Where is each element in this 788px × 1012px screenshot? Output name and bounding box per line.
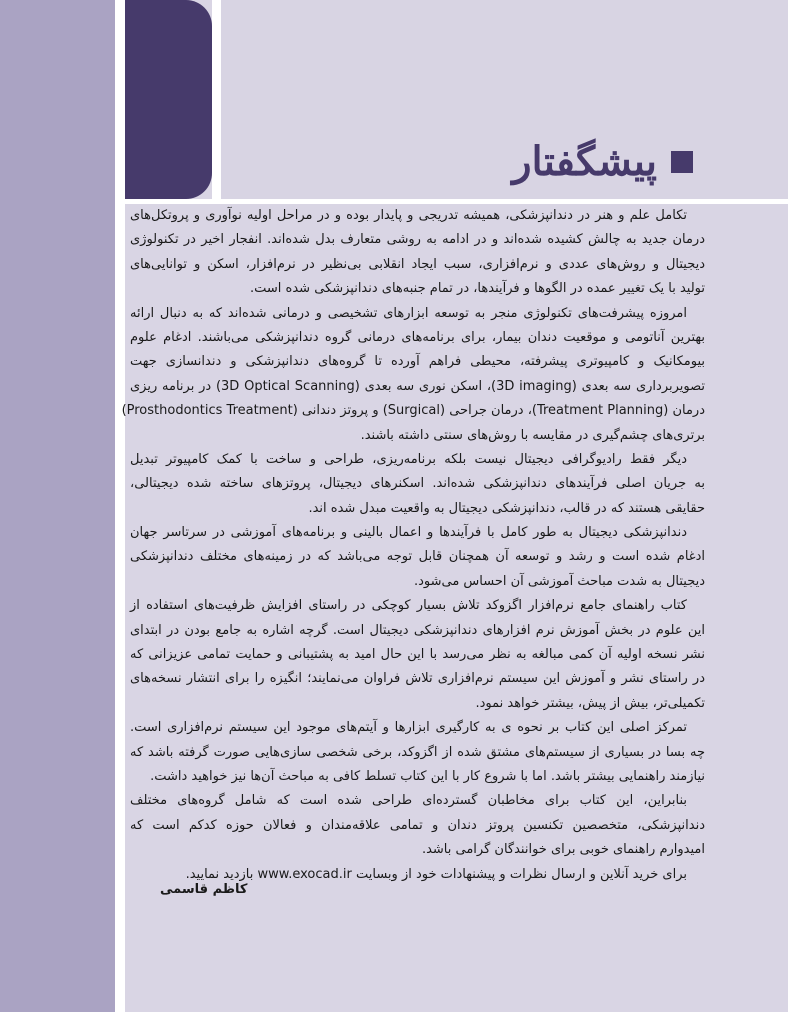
page-title-text: پیشگفتار <box>512 138 657 185</box>
text-line: درمان جدید به چالش کشیده شده‌اند و در ادامه به روشی متعارف بدل شده‌اند. انفجار اخیر در تکنولوژی <box>130 232 705 248</box>
text-line: حقایقی هستند که در قالب، دندانپزشکی دیجیتال به واقعیت مبدل شده اند. <box>308 500 705 516</box>
square-bullet-icon <box>671 151 693 173</box>
left-margin-strip <box>0 0 115 1012</box>
text-line: بنابراین، این کتاب برای مخاطبان گسترده‌ای طراحی شده است که شامل گروه‌های مختلف <box>130 793 687 809</box>
paragraph <box>130 716 705 789</box>
paragraph <box>130 204 705 302</box>
text-line: امروزه پیشرفت‌های تکنولوژی منجر به توسعه ابزارهای تشخیصی و درمانی شده‌اند که به دنبال ارائه <box>130 305 687 321</box>
text-line: بهترین آناتومی و موقعیت دندان بیمار، برای برنامه‌های درمانی گروه دندانپزشکی می‌باشند. ادغام علوم <box>130 329 705 345</box>
margin-divider <box>115 0 125 1012</box>
text-line: دندانپزشکی دیجیتال به طور کامل با فرآیندها و اعمال بالینی و برنامه‌های آموزشی در سرتاسر جهان <box>130 525 687 541</box>
text-line: دندانپزشکی، متخصصین تکنسین پروتز دندان و تمامی علاقه‌مندان و فعالان حوزه کدکم است که <box>130 817 705 833</box>
chapter-tab <box>125 0 212 199</box>
author-name: کاظم قاسمی <box>160 882 248 897</box>
text-line: به جریان اصلی فرآیندهای دندانپزشکی شده‌اند. اسکنرهای دیجیتال، پروتزهای ساخته شده دیجیتالی، <box>130 476 705 492</box>
text-line: در راستای نشر و آموزش این سیستم نرم‌افزاری تلاش فراوان می‌نمایند؛ انگیزه را برای انتشار نسخه‌های <box>130 671 705 687</box>
body-text <box>121 204 706 887</box>
text-line: امیدوارم راهنمای خوبی برای خوانندگان گرامی باشد. <box>421 842 705 858</box>
text-line: این علوم در بخش آموزش نرم افزارهای دندانپزشکی دیجیتال است. گرچه اشاره به جامع بودن در ابتدای <box>130 622 705 638</box>
text-line: دیگر فقط رادیوگرافی دیجیتال نیست بلکه برنامه‌ریزی، طراحی و ساخت با کمک کامپیوتر تبدیل <box>130 451 687 467</box>
paragraph <box>130 594 705 716</box>
text-line: تمرکز اصلی این کتاب بر نحوه ی به کارگیری ابزارها و آیتم‌های موجود این سیستم نرم‌افزاری است. <box>130 720 687 736</box>
text-line: تکمیلی‌تر، بیش از پیش، بیشتر خواهد نمود. <box>475 695 705 711</box>
paragraph <box>130 521 705 594</box>
text-line: کتاب راهنمای جامع نرم‌افزار اگزوکد تلاش بسیار کوچکی در راستای افزایش ظرفیت‌های استفاده از <box>130 598 687 614</box>
text-line: برتری‌های چشم‌گیری در مقایسه با روش‌های سنتی داشته باشند. <box>360 427 705 443</box>
text-line: ادغام شده است و رشد و توسعه آن همچنان قابل توجه می‌باشد که در زمینه‌های مختلف دندانپزشکی <box>130 549 705 565</box>
paragraph <box>121 302 706 448</box>
paragraph <box>130 448 705 521</box>
header-area <box>221 0 788 199</box>
text-line: تصویربرداری سه بعدی (3D imaging)، اسکن نوری سه بعدی (3D Optical Scanning) در برنامه ریزی <box>130 378 706 394</box>
text-line: تکامل علم و هنر در دندانپزشکی، همیشه تدریجی و پایدار بوده و در مراحل اولیه نوآوری و پروتکل‌های <box>130 208 687 223</box>
page-title <box>512 138 693 185</box>
text-line: تولید با یک تغییر عمده در الگوها و فرآیندها، در تمام جنبه‌های دندانپزشکی شده است. <box>250 281 705 297</box>
text-line: درمان (Treatment Planning)، درمان جراحی (Surgical) و پروتز دندانی (Prosthodontics Treatment) <box>121 403 705 419</box>
text-line: برای خرید آنلاین و ارسال نظرات و پیشنهادات خود از وبسایت www.exocad.ir بازدید نمایید. <box>185 866 687 882</box>
text-line: دیجیتال و روش‌های عددی و نرم‌افزاری، سبب ایجاد انقلابی بی‌نظیر در نرم‌افزار، اسکن و توانایی‌های <box>130 256 705 272</box>
text-line: چه بسا در بسیاری از سیستم‌های مشتق شده از اگزوکد، برخی شخصی سازی‌هایی صورت گرفته باشد که <box>130 744 705 760</box>
paragraph <box>130 789 705 862</box>
text-line: دیجیتال به شدت مباحث آموزشی آن احساس می‌شود. <box>413 573 705 589</box>
text-line: نشر نسخه اولیه آن کمی مبالغه به نظر می‌رسد با این حال امید به پشتیبانی و حمایت تمامی عزیزانی که <box>130 647 705 663</box>
text-line: بیومکانیک و کامپیوتری پیشرفته، محیطی فراهم آورده تا گروه‌های دندانپزشکی و دندانسازی جهت <box>130 354 705 370</box>
text-line: نیازمند راهنمایی بیشتر باشد. اما با شروع کار با این کتاب تسلط کافی به مباحث آن‌ها نیز خواهید داشت. <box>150 768 705 784</box>
tab-divider <box>212 0 221 199</box>
